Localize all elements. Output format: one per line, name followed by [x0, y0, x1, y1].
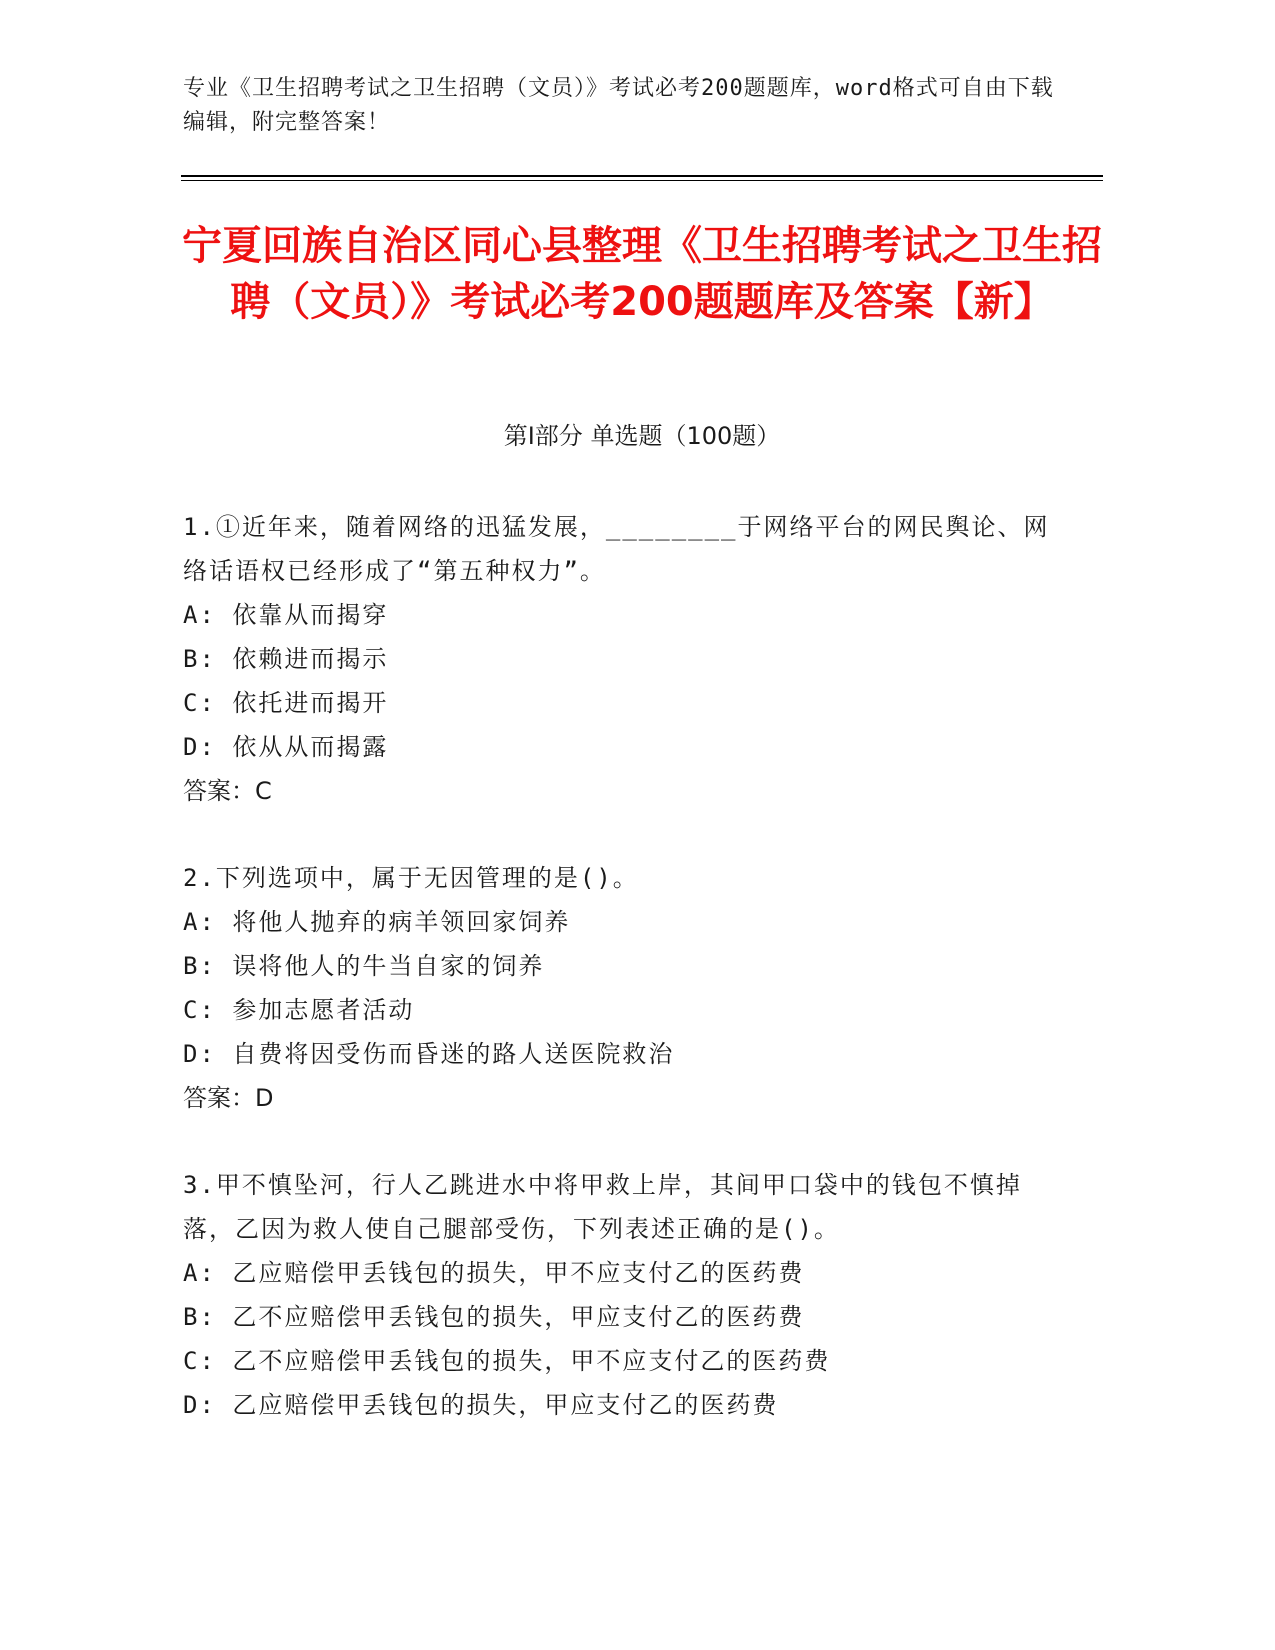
option-b: B: 依赖进而揭示 [183, 645, 389, 673]
question-list [183, 505, 1063, 1470]
document-title: 宁夏回族自治区同心县整理《卫生招聘考试之卫生招聘（文员）》考试必考200题题库及答案【新】 [182, 223, 1102, 325]
question-stem: 3.甲不慎坠河，行人乙跳进水中将甲救上岸，其间甲口袋中的钱包不慎掉落，乙因为救人使自己腿部受伤，下列表述正确的是()。 [183, 1171, 1022, 1243]
option-c: C: 乙不应赔偿甲丢钱包的损失，甲不应支付乙的医药费 [183, 1347, 831, 1375]
question-1 [183, 505, 1063, 813]
header-divider-thin [181, 180, 1103, 181]
option-b: B: 乙不应赔偿甲丢钱包的损失，甲应支付乙的医药费 [183, 1303, 805, 1331]
option-a: A: 依靠从而揭穿 [183, 601, 389, 629]
option-d: D: 乙应赔偿甲丢钱包的损失，甲应支付乙的医药费 [183, 1391, 779, 1419]
option-a: A: 将他人抛弃的病羊领回家饲养 [183, 908, 571, 936]
option-c: C: 依托进而揭开 [183, 689, 389, 717]
answer: 答案：D [183, 1084, 274, 1112]
section-title: 第Ⅰ部分 单选题（100题） [503, 422, 781, 450]
option-b: B: 误将他人的牛当自家的饲养 [183, 952, 545, 980]
question-3 [183, 1163, 1063, 1427]
option-a: A: 乙应赔偿甲丢钱包的损失，甲不应支付乙的医药费 [183, 1259, 805, 1287]
option-d: D: 自费将因受伤而昏迷的路人送医院救治 [183, 1040, 675, 1068]
question-stem: 1.①近年来，随着网络的迅猛发展，________于网络平台的网民舆论、网络话语权已经形成了“第五种权力”。 [183, 513, 1050, 585]
header-note: 专业《卫生招聘考试之卫生招聘（文员）》考试必考200题题库，word格式可自由下载编辑，附完整答案！ [183, 76, 1054, 135]
option-c: C: 参加志愿者活动 [183, 996, 415, 1024]
option-d: D: 依从从而揭露 [183, 733, 389, 761]
question-2 [183, 856, 1063, 1120]
answer: 答案：C [183, 777, 272, 805]
question-stem: 2.下列选项中，属于无因管理的是()。 [183, 864, 639, 892]
header-divider-thick [181, 175, 1103, 177]
